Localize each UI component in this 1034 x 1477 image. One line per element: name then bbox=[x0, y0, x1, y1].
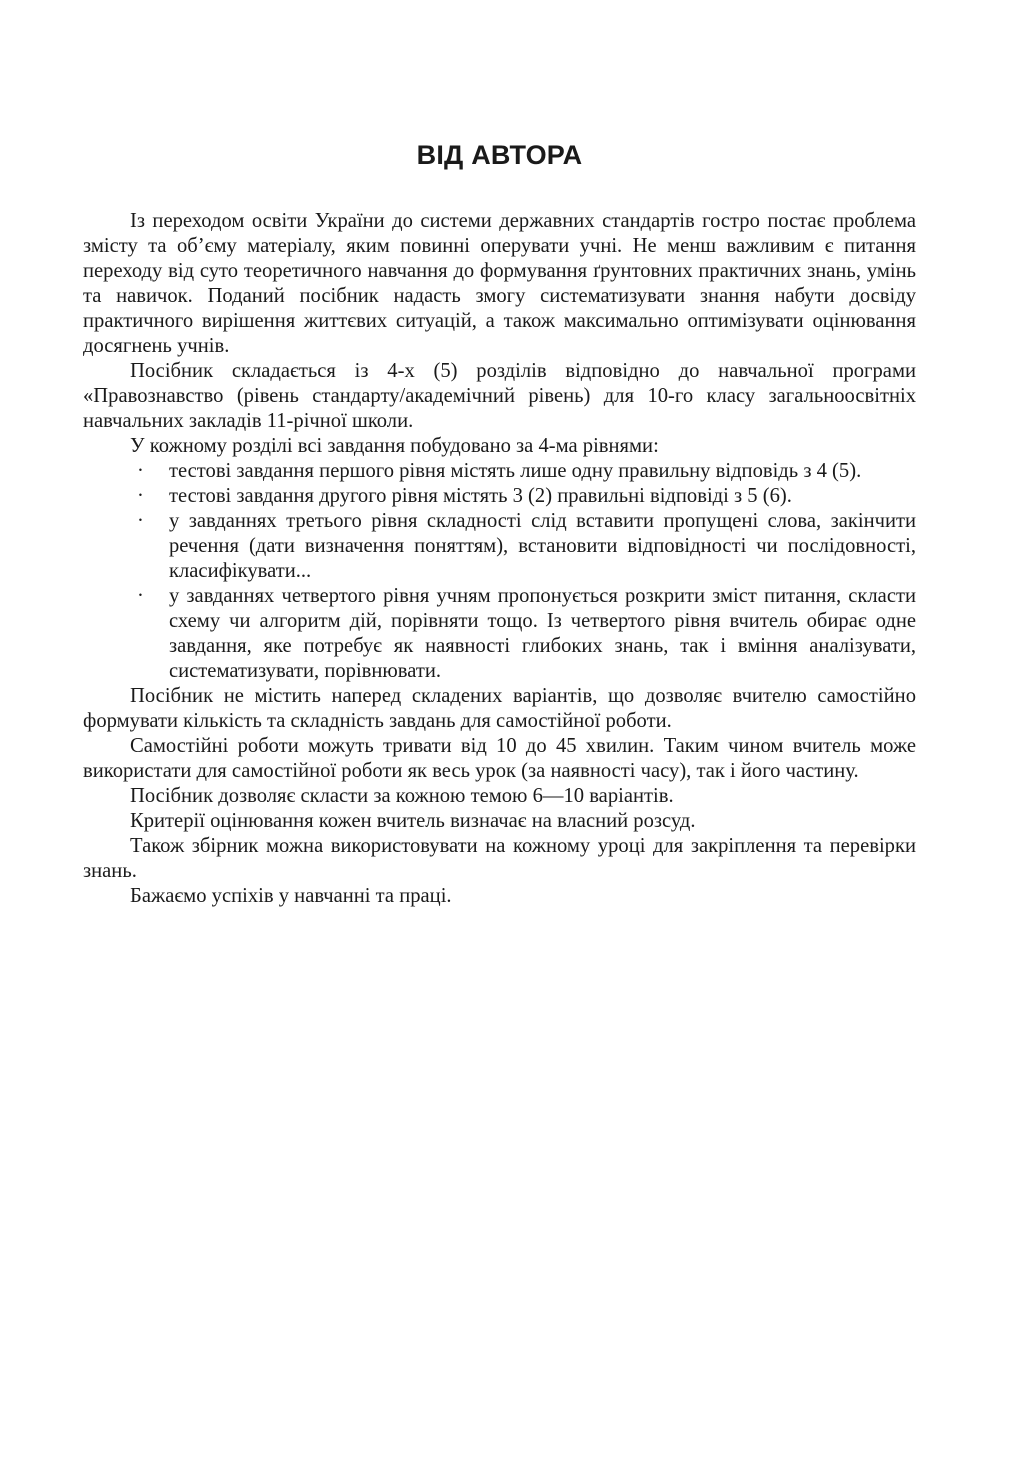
list-item bbox=[83, 584, 916, 684]
list-item-text: тестові завдання другого рівня містять 3 (2) правильні відповіді з 5 (6). bbox=[169, 485, 792, 507]
list-item-text: у завданнях четвертого рівня учням пропонується розкрити зміст питання, скласти схему чи алгоритм дій, порівняти тощо. Із четвертого рівня вчитель обирає одне завдання, яке потребує як наявності глибоких знань, так і вміння аналізувати, систематизувати, порівнювати. bbox=[169, 585, 916, 682]
bullet-icon: · bbox=[137, 460, 144, 482]
list-item-text: тестові завдання першого рівня містять лише одну правильну відповідь з 4 (5). bbox=[169, 460, 862, 482]
page-title: ВІД АВТОРА bbox=[416, 140, 583, 170]
list-item bbox=[83, 484, 916, 509]
bullet-icon: · bbox=[137, 510, 144, 532]
document-page bbox=[83, 140, 916, 909]
paragraph-levels-lead: У кожному розділі всі завдання побудовано за 4-ма рівнями: bbox=[130, 435, 659, 457]
list-item bbox=[83, 509, 916, 584]
list-item bbox=[83, 459, 916, 484]
paragraph-usage: Також збірник можна використовувати на кожному уроці для закріплення та перевірки знань. bbox=[83, 835, 916, 882]
paragraph-wishes: Бажаємо успіхів у навчанні та праці. bbox=[130, 885, 452, 907]
paragraph-variants: Посібник не містить наперед складених варіантів, що дозволяє вчителю самостійно формувати кількість та складність завдань для самостійної роботи. bbox=[83, 685, 916, 732]
paragraph-intro: Із переходом освіти України до системи державних стандартів гостро постає проблема змісту та об’єму матеріалу, яким повинні оперувати учні. Не менш важливим є питання переходу від суто теоретичного навчання до формування ґрунтовних практичних знань, умінь та навичок. Поданий посібник надасть змогу систематизувати знання набути досвіду практичного вирішення життєвих ситуацій, а також максимально оптимізувати оцінювання досягнень учнів. bbox=[83, 210, 916, 357]
paragraph-duration: Самостійні роботи можуть тривати від 10 до 45 хвилин. Таким чином вчитель може використати для самостійної роботи як весь урок (за наявності часу), так і його частину. bbox=[83, 735, 916, 782]
paragraph-variant-count: Посібник дозволяє скласти за кожною темою 6—10 варіантів. bbox=[130, 785, 674, 807]
paragraph-criteria: Критерії оцінювання кожен вчитель визначає на власний розсуд. bbox=[130, 810, 696, 832]
paragraph-structure: Посібник складається із 4-х (5) розділів відповідно до навчальної програми «Правознавство (рівень стандарту/академічний рівень) для 10-го класу загальноосвітніх навчальних закладів 11-річної школи. bbox=[83, 360, 916, 432]
list-item-text: у завданнях третього рівня складності слід вставити пропущені слова, закінчити речення (дати визначення поняттям), встановити відповідності чи послідовності, класифікувати... bbox=[169, 510, 916, 582]
levels-list bbox=[83, 459, 916, 684]
bullet-icon: · bbox=[137, 485, 144, 507]
body-text bbox=[83, 209, 916, 909]
bullet-icon: · bbox=[137, 585, 144, 607]
